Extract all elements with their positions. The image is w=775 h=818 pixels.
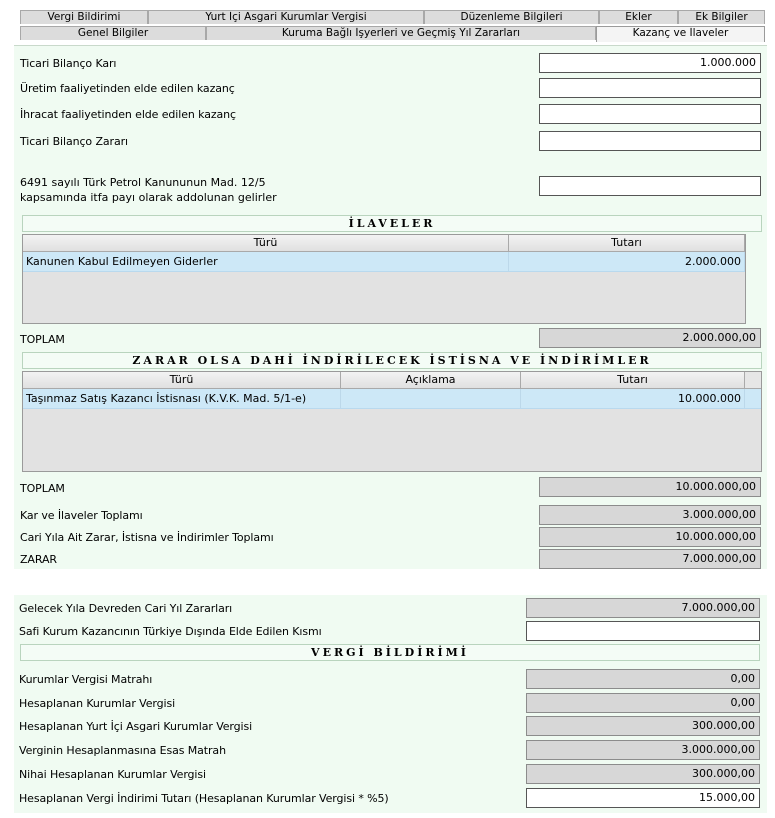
kar-ilaveler-value: 3.000.000,00 (539, 505, 761, 525)
column-header-tutari[interactable]: Tutarı (521, 372, 745, 388)
ilaveler-grid (22, 234, 746, 324)
cari-yil-zarar-value: 10.000.000,00 (539, 527, 761, 547)
nihai-label: Nihai Hesaplanan Kurumlar Vergisi (19, 768, 206, 781)
cell-tutari[interactable]: 10.000.000 (521, 389, 745, 408)
tab-row-top (20, 10, 765, 24)
hesaplanan-label: Hesaplanan Kurumlar Vergisi (19, 697, 176, 710)
cell-turu[interactable]: Taşınmaz Satış Kazancı İstisnası (K.V.K. Mad. 5/1-e) (23, 389, 341, 408)
istisnalar-toplam-value: 10.000.000,00 (539, 477, 761, 497)
gelecek-yila-value: 7.000.000,00 (526, 598, 760, 618)
tab-ek-bilgiler[interactable]: Ek Bilgiler (678, 10, 765, 24)
cell-aciklama[interactable] (341, 389, 521, 408)
esas-matrah-value: 3.000.000,00 (526, 740, 760, 760)
cell-turu[interactable]: Kanunen Kabul Edilmeyen Giderler (23, 252, 509, 271)
istisnalar-grid (22, 371, 762, 472)
asgari-value: 300.000,00 (526, 716, 760, 736)
tab-kazanc-ve-ilaveler[interactable]: Kazanç ve İlaveler (596, 26, 765, 42)
zarar-value: 7.000.000,00 (539, 549, 761, 569)
ilaveler-toplam-label: TOPLAM (20, 333, 65, 346)
zarar-label: ZARAR (20, 553, 57, 566)
petrol-label: 6491 sayılı Türk Petrol Kanununun Mad. 12/5 kapsamında itfa payı olarak addolunan gelirler (20, 176, 277, 204)
table-row[interactable] (23, 389, 761, 409)
tab-ekler[interactable]: Ekler (599, 10, 678, 24)
asgari-label: Hesaplanan Yurt İçi Asgari Kurumlar Vergisi (19, 720, 253, 733)
ticari-bilanco-kari-input[interactable]: 1.000.000 (539, 53, 761, 73)
istisnalar-toplam-label: TOPLAM (20, 482, 65, 495)
esas-matrah-label: Verginin Hesaplanmasına Esas Matrah (19, 744, 226, 757)
gelecek-yila-label: Gelecek Yıla Devreden Cari Yıl Zararları (19, 602, 233, 615)
uretim-input[interactable] (539, 78, 761, 98)
tab-row-bottom (20, 26, 765, 40)
safi-kurum-input[interactable] (526, 621, 760, 641)
tab-genel-bilgiler[interactable]: Genel Bilgiler (20, 26, 206, 40)
cari-yil-zarar-label: Cari Yıla Ait Zarar, İstisna ve İndirimler Toplamı (20, 531, 274, 544)
ilaveler-section-title: İLAVELER (22, 215, 762, 232)
vergi-panel (14, 595, 767, 813)
kar-ilaveler-label: Kar ve İlaveler Toplamı (20, 509, 143, 522)
ihracat-label: İhracat faaliyetinden elde edilen kazanç (20, 108, 237, 121)
tab-vergi-bildirimi[interactable]: Vergi Bildirimi (20, 10, 148, 24)
uretim-label: Üretim faaliyetinden elde edilen kazanç (20, 82, 235, 95)
tab-kuruma-bagli-isyerleri[interactable]: Kuruma Bağlı İşyerleri ve Geçmiş Yıl Zararları (206, 26, 596, 40)
tab-yurt-ici-asgari[interactable]: Yurt İçi Asgari Kurumlar Vergisi (148, 10, 424, 24)
indirim-input[interactable]: 15.000,00 (526, 788, 760, 808)
ihracat-input[interactable] (539, 104, 761, 124)
ticari-bilanco-kari-label: Ticari Bilanço Karı (20, 57, 117, 70)
matrah-label: Kurumlar Vergisi Matrahı (19, 673, 153, 686)
indirim-label: Hesaplanan Vergi İndirimi Tutarı (Hesaplanan Kurumlar Vergisi * %5) (19, 792, 389, 805)
safi-kurum-label: Safi Kurum Kazancının Türkiye Dışında Elde Edilen Kısmı (19, 625, 322, 638)
vergi-section-title: VERGİ BİLDİRİMİ (20, 644, 760, 661)
istisnalar-section-title: ZARAR OLSA DAHİ İNDİRİLECEK İSTİSNA VE İNDİRİMLER (22, 352, 762, 369)
cell-tutari[interactable]: 2.000.000 (509, 252, 745, 271)
table-row[interactable] (23, 252, 745, 272)
column-header-turu[interactable]: Türü (23, 235, 509, 251)
column-header-turu[interactable]: Türü (23, 372, 341, 388)
ilaveler-grid-header (23, 235, 745, 252)
matrah-value: 0,00 (526, 669, 760, 689)
ilaveler-toplam-value: 2.000.000,00 (539, 328, 761, 348)
petrol-input[interactable] (539, 176, 761, 196)
hesaplanan-value: 0,00 (526, 693, 760, 713)
ticari-bilanco-zarari-label: Ticari Bilanço Zararı (20, 135, 128, 148)
istisnalar-grid-header (23, 372, 761, 389)
column-header-aciklama[interactable]: Açıklama (341, 372, 521, 388)
column-header-tutari[interactable]: Tutarı (509, 235, 745, 251)
ticari-bilanco-zarari-input[interactable] (539, 131, 761, 151)
nihai-value: 300.000,00 (526, 764, 760, 784)
tab-duzenleme-bilgileri[interactable]: Düzenleme Bilgileri (424, 10, 599, 24)
kazanc-panel (14, 45, 767, 569)
